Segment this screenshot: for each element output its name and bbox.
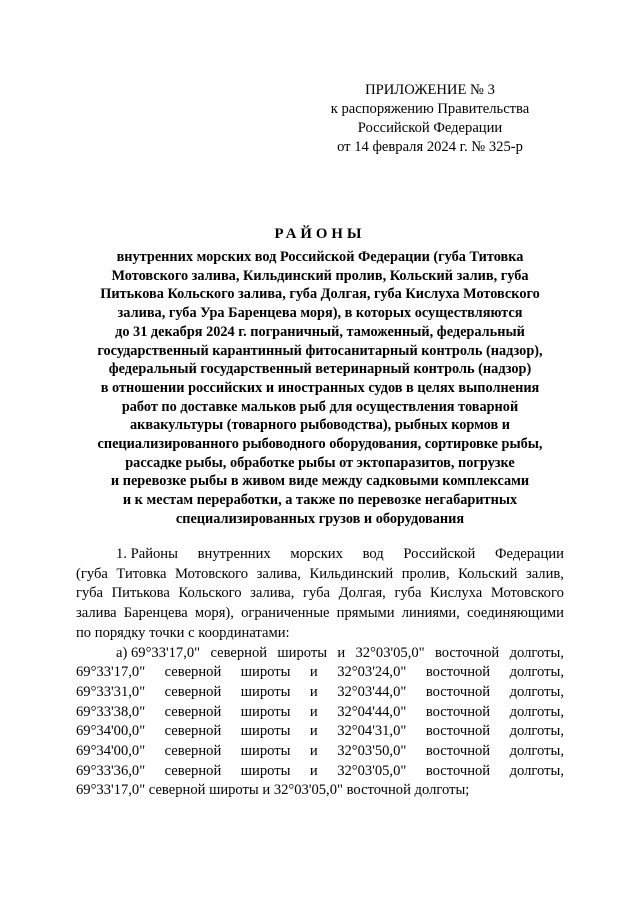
body-word: Питькова	[111, 585, 170, 602]
body-word: вод	[362, 546, 384, 562]
body-word: 69°34'00,0"	[76, 723, 146, 740]
body-word: губа	[394, 585, 422, 602]
body-line	[76, 624, 564, 644]
body-word: прямыми	[336, 605, 395, 622]
body-word: Кильдинский	[309, 565, 394, 582]
body-word: северной	[164, 723, 222, 740]
body-word: и	[309, 683, 318, 700]
subtitle-line: специализированных грузов и оборудования	[175, 510, 465, 527]
document-title: РАЙОНЫ	[274, 226, 366, 242]
body-word: Баренцева	[123, 605, 188, 622]
body-word: залива,	[256, 565, 301, 582]
body-line	[76, 565, 564, 585]
document-subtitle	[60, 248, 580, 529]
body-word: долготы,	[509, 743, 564, 760]
body-word: широты	[240, 703, 291, 720]
subtitle-line: работ по доставке мальков рыб для осуществления товарной	[121, 398, 519, 415]
body-line	[76, 663, 564, 683]
body-word: залива,	[250, 585, 295, 602]
body-word: а) 69°33'17,0"	[116, 644, 201, 661]
appendix-line: к распоряжению Правительства	[330, 101, 530, 117]
body-paragraph	[76, 545, 564, 801]
appendix-header	[300, 81, 560, 157]
body-word: 32°04'44,0"	[337, 703, 407, 720]
body-word: северной	[164, 664, 222, 681]
body-word: 1. Районы	[116, 546, 178, 562]
body-word: 32°03'05,0"	[355, 644, 425, 661]
body-word: и	[309, 723, 318, 740]
body-word: 69°33'17,0"	[76, 664, 146, 681]
body-line	[76, 703, 564, 723]
body-word: северной	[164, 683, 222, 700]
body-line	[76, 781, 564, 801]
subtitle-line: государственный карантинный фитосанитарный контроль (надзор),	[97, 342, 543, 359]
body-word: Российской	[403, 546, 476, 562]
body-word: и	[309, 703, 318, 720]
body-word: Мотовского	[175, 565, 249, 582]
body-word: 32°04'31,0"	[337, 723, 407, 740]
body-word: морских	[290, 546, 343, 562]
subtitle-line: Мотовского залива, Кильдинский пролив, Кольский залив, губа	[111, 267, 529, 284]
body-word: восточной	[425, 683, 491, 700]
subtitle-line: и перевозке рыбы в живом виде между садковыми комплексами	[110, 473, 530, 490]
body-word: Федерации	[495, 546, 564, 562]
body-word: и	[337, 644, 346, 661]
body-line	[76, 545, 564, 565]
body-word: Кольского	[178, 585, 242, 602]
body-word: 69°34'00,0"	[76, 743, 146, 760]
subtitle-line: внутренних морских вод Российской Федерации (губа Титовка	[116, 249, 524, 265]
body-word: широты	[277, 644, 328, 661]
subtitle-line: Питькова Кольского залива, губа Долгая, губа Кислуха Мотовского	[100, 286, 540, 303]
body-word: 32°03'05,0"	[337, 762, 407, 779]
body-word: залив,	[525, 565, 564, 582]
subtitle-line: федеральный государственный ветеринарный контроль (надзор)	[108, 361, 532, 378]
body-word: широты	[240, 664, 291, 681]
body-word: Титовка	[116, 565, 167, 582]
body-word: восточной	[434, 644, 500, 661]
body-word: по порядку точки с координатами:	[76, 624, 290, 641]
appendix-line: ПРИЛОЖЕНИЕ № 3	[365, 82, 495, 98]
body-word: широты	[240, 762, 291, 779]
body-word: северной	[210, 644, 268, 661]
body-word: моря),	[194, 605, 234, 622]
body-word: 69°33'36,0"	[76, 762, 146, 779]
body-line	[76, 722, 564, 742]
body-word: северной	[164, 743, 222, 760]
body-word: широты	[240, 723, 291, 740]
body-word: долготы,	[509, 723, 564, 740]
body-word: пролив,	[401, 565, 450, 582]
body-word: северной	[164, 762, 222, 779]
body-word: восточной	[425, 743, 491, 760]
body-word: долготы,	[509, 644, 564, 661]
body-word: 32°03'44,0"	[337, 683, 407, 700]
body-word: 32°03'24,0"	[337, 664, 407, 681]
body-word: соединяющими	[466, 605, 564, 622]
body-word: губа	[303, 585, 331, 602]
body-line	[76, 604, 564, 624]
body-word: восточной	[425, 723, 491, 740]
body-line	[76, 762, 564, 782]
subtitle-line: залива, губа Ура Баренцева моря), в которых осуществляются	[117, 305, 523, 322]
body-line	[76, 644, 564, 664]
body-word: 69°33'38,0"	[76, 703, 146, 720]
body-word: (губа	[76, 565, 108, 582]
body-word: внутренних	[197, 546, 271, 562]
body-word: Долгая,	[338, 585, 386, 602]
body-word: Кольский	[458, 565, 518, 582]
body-line	[76, 683, 564, 703]
body-word: залива	[76, 605, 117, 622]
body-word: долготы,	[509, 683, 564, 700]
body-word: широты	[240, 743, 291, 760]
subtitle-line: в отношении российских и иностранных судов в целях выполнения	[100, 379, 540, 396]
subtitle-line: аквакультуры (товарного рыбоводства), рыбных кормов и	[129, 417, 511, 434]
body-word: северной	[164, 703, 222, 720]
body-word: восточной	[425, 664, 491, 681]
body-word: восточной	[425, 703, 491, 720]
body-word: восточной	[425, 762, 491, 779]
body-word: долготы,	[509, 703, 564, 720]
body-word: 32°03'50,0"	[337, 743, 407, 760]
body-line	[76, 584, 564, 604]
body-word: и	[309, 664, 318, 681]
body-word: и	[309, 762, 318, 779]
body-word: губа	[76, 585, 103, 602]
body-line	[76, 742, 564, 762]
body-word: Мотовского	[490, 585, 564, 602]
appendix-line: Российской Федерации	[357, 120, 503, 136]
body-word: долготы,	[509, 664, 564, 681]
subtitle-line: и к местам переработки, а также по перевозке негабаритных	[122, 492, 518, 509]
body-word: 69°33'31,0"	[76, 683, 146, 700]
subtitle-line: рассадке рыбы, обработке рыбы от эктопаразитов, погрузке	[125, 454, 515, 471]
body-word: линиями,	[401, 605, 460, 622]
subtitle-line: до 31 декабря 2024 г. пограничный, таможенный, федеральный	[115, 323, 525, 340]
appendix-line: от 14 февраля 2024 г. № 325-р	[337, 139, 523, 155]
body-word: и	[309, 743, 318, 760]
body-word: Кислуха	[430, 585, 483, 602]
body-word: ограниченные	[241, 605, 330, 622]
subtitle-line: специализированного рыбоводного оборудования, сортировке рыбы,	[97, 436, 543, 453]
body-word: 69°33'17,0" северной широты и 32°03'05,0" восточной долготы;	[76, 782, 470, 799]
body-word: долготы,	[509, 762, 564, 779]
body-word: широты	[240, 683, 291, 700]
